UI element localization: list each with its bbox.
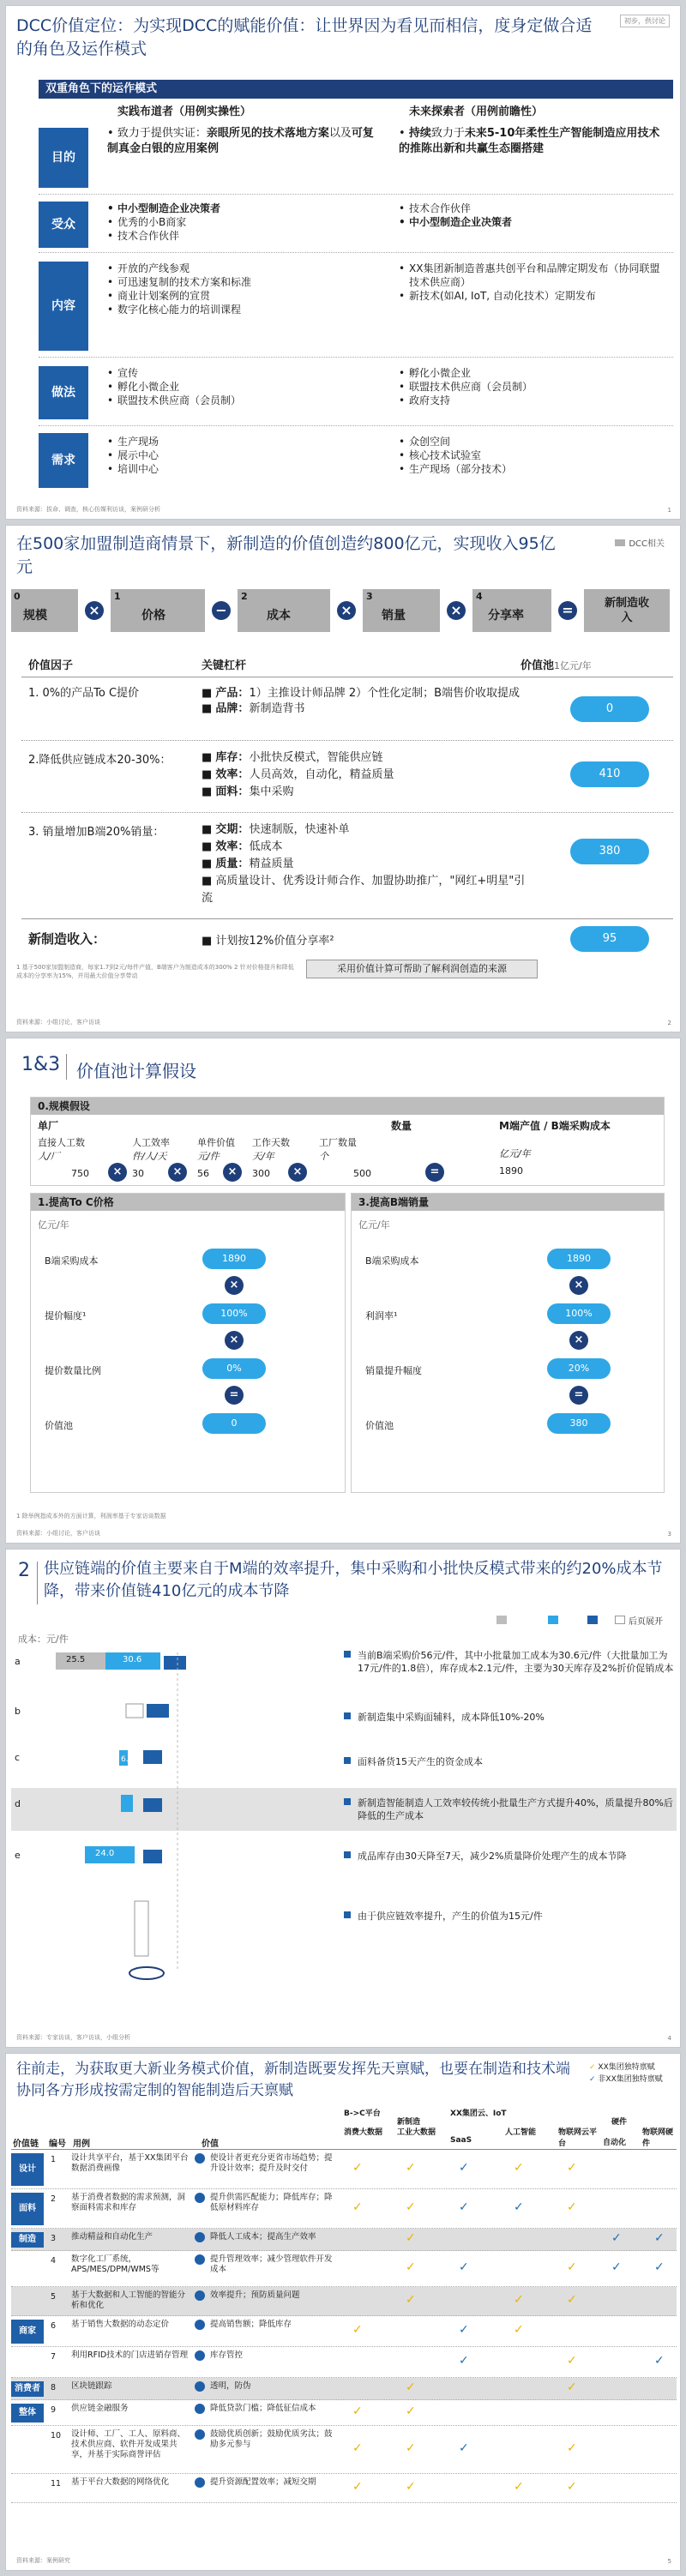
factor-row-revenue bbox=[21, 918, 673, 958]
use-case: 推动精益和自动化生产 bbox=[71, 2232, 153, 2242]
bar-f-outline bbox=[135, 1901, 148, 1956]
op-minus: − bbox=[212, 601, 231, 620]
op-equals: = bbox=[558, 601, 577, 620]
row-label: 价值池 bbox=[365, 1420, 394, 1431]
lever-list: ■ 交期：快速制版，快速补单 ■ 效率：低成本 ■ 质量：精益质量 ■ 高质量设计、优秀设计师合作、加盟协助推广，"网红+明星"引流 bbox=[202, 823, 526, 905]
unique-check-icon: ✓ bbox=[567, 2441, 577, 2455]
slide3-title: 价值池计算假设 bbox=[76, 1061, 196, 1081]
bar-c-dark bbox=[143, 1750, 162, 1764]
capability-table bbox=[11, 2107, 677, 2503]
price-section bbox=[30, 1193, 346, 1493]
row-label: 价值池 bbox=[45, 1420, 73, 1431]
slide4-num: 2 bbox=[18, 1560, 30, 1581]
unique-check-icon: ✓ bbox=[406, 2231, 416, 2245]
draft-badge: 初步，供讨论 bbox=[620, 15, 670, 27]
value-icon bbox=[195, 2153, 205, 2164]
row-label: 利润率¹ bbox=[365, 1310, 398, 1321]
factor-label: 3. 销量增加B端20%销量： bbox=[28, 826, 165, 839]
slide3-num: 1&3 bbox=[21, 1054, 61, 1075]
row-label: 销量提升幅度 bbox=[365, 1365, 422, 1376]
non-unique-check-icon: ✓ bbox=[459, 2354, 469, 2368]
op-multiply: × bbox=[85, 601, 104, 620]
non-unique-check-icon: ✓ bbox=[459, 2260, 469, 2274]
section-header: 1.提高To C价格 bbox=[31, 1194, 345, 1211]
value-bubble: 380 bbox=[547, 1413, 611, 1434]
col-practice-header: 实践布道者（用例实操性） bbox=[117, 105, 252, 118]
bar-value: 30.6 bbox=[123, 1655, 142, 1664]
operating-model-header: 双重角色下的运作模式 bbox=[39, 80, 673, 99]
content-left: • 开放的产线参观 • 可迅速复制的技术方案和标准 • 商业计划案例的宣贯 • 数字化核心能力的培训课程 bbox=[107, 262, 382, 316]
table-row bbox=[11, 2251, 677, 2287]
section-header: 3.提高B端销量 bbox=[352, 1194, 664, 1211]
slide-positioning bbox=[5, 5, 681, 520]
unique-check-icon: ✓ bbox=[406, 2161, 416, 2175]
value-text: 库存管控 bbox=[210, 2350, 244, 2360]
slide-value-creation bbox=[5, 525, 681, 1032]
legend-swatch bbox=[615, 539, 625, 546]
use-case: 基于销售大数据的动态定价 bbox=[71, 2320, 170, 2329]
driver-c: 面料备货15天产生的资金成本 bbox=[358, 1755, 675, 1768]
row-key: e bbox=[15, 1850, 21, 1861]
unique-check-icon: ✓ bbox=[406, 2441, 416, 2455]
use-case: 利用RFID技术的门店进销存管理 bbox=[71, 2350, 189, 2360]
slide2-title: 在500家加盟制造商情景下，新制造的价值创造约800亿元，实现收入95亿元 bbox=[16, 534, 556, 576]
factor-label: 2.降低供应链成本20-30%： bbox=[28, 754, 172, 767]
slide1-page: 1 bbox=[667, 507, 671, 514]
bar-value: 6.6 bbox=[121, 1755, 134, 1764]
factor-row-volume bbox=[21, 812, 673, 918]
lever-list: ■ 产品：1）主推设计师品牌 2）个性化定制；B端售价收取提成 ■ 品牌：新制造背书 bbox=[202, 687, 521, 715]
non-unique-check-icon: ✓ bbox=[611, 2260, 622, 2274]
row-number: 10 bbox=[51, 2431, 62, 2441]
value-bubble: 20% bbox=[547, 1358, 611, 1379]
slide5-source: 资料来源：案例研究 bbox=[16, 2557, 70, 2564]
op-multiply: × bbox=[569, 1276, 588, 1295]
formula-scale: 0 规模 bbox=[11, 589, 78, 632]
purpose-left: • 致力于提供实证：亲眼所见的技术落地方案以及可复制真金白银的应用案例 bbox=[107, 127, 374, 155]
unique-check-icon: ✓ bbox=[567, 2200, 577, 2214]
row-purpose bbox=[39, 121, 673, 195]
row-label: 提价数量比例 bbox=[45, 1365, 101, 1376]
scale-item: 人工效率 件/人/天 30 bbox=[132, 1137, 170, 1179]
row-key: c bbox=[15, 1752, 21, 1763]
bar-a-dark bbox=[164, 1656, 186, 1670]
factor-row-cost bbox=[21, 740, 673, 812]
value-bubble: 1890 bbox=[547, 1249, 611, 1269]
use-case: 区块链跟踪 bbox=[71, 2381, 112, 2391]
row-label: 内容 bbox=[39, 262, 88, 351]
row-number: 6 bbox=[51, 2321, 57, 2331]
driver-f: 由于供应链效率提升，产生的价值为15元/件 bbox=[358, 1910, 675, 1923]
use-case: 基于大数据和人工智能的智能分析和优化 bbox=[71, 2290, 186, 2310]
value-text: 提高销售额；降低库存 bbox=[210, 2320, 292, 2329]
non-unique-check-icon: ✓ bbox=[654, 2231, 665, 2245]
non-unique-check-icon: ✓ bbox=[459, 2441, 469, 2455]
value-icon bbox=[195, 2290, 205, 2301]
scale-item: 亿元/年 1890 bbox=[499, 1148, 531, 1177]
table-row bbox=[11, 2150, 677, 2189]
slide3-source: 资料来源：小组讨论，客户访谈 bbox=[16, 1530, 100, 1537]
bar-d-dark bbox=[143, 1798, 162, 1812]
unique-check-icon: ✓ bbox=[406, 2480, 416, 2494]
scale-item: 工厂数量 个 500 bbox=[319, 1137, 371, 1179]
unique-check-icon: ✓ bbox=[514, 2323, 524, 2337]
slide4-source: 资料来源：专家访谈，客户访谈，小组分析 bbox=[16, 2034, 130, 2041]
unique-check-icon: ✓ bbox=[406, 2200, 416, 2214]
needs-right: • 众创空间 • 核心技术试验室 • 生产现场（部分技术） bbox=[399, 435, 665, 476]
row-needs bbox=[39, 428, 673, 495]
lever-list: ■ 计划按12%价值分享率² bbox=[202, 935, 334, 948]
value-text: 透明，防伪 bbox=[210, 2381, 251, 2391]
row-approach bbox=[39, 359, 673, 426]
unique-check-icon: ✓ bbox=[352, 2200, 363, 2214]
row-key: b bbox=[15, 1706, 21, 1717]
domain-label: 设计 bbox=[11, 2153, 44, 2186]
op-multiply: × bbox=[168, 1163, 187, 1182]
non-unique-check-icon: ✓ bbox=[654, 2260, 665, 2274]
unique-check-icon: ✓ bbox=[352, 2404, 363, 2418]
table-row bbox=[11, 2378, 677, 2400]
non-unique-check-icon: ✓ bbox=[514, 2200, 524, 2214]
value-icon bbox=[195, 2350, 205, 2361]
footnote: 1 基于500家加盟制造商，每家1.7到2元/每件产值，B端客户为制造成本的300% 2 针对价格提升和降低成本的分享率为15%，并用最大价值分享带动 bbox=[16, 964, 294, 979]
unique-check-icon: ✓ bbox=[567, 2260, 577, 2274]
use-case: 数字化工厂系统，APS/MES/DPM/WMS等 bbox=[71, 2254, 159, 2274]
op-multiply: × bbox=[337, 601, 356, 620]
value-bubble: 95 bbox=[570, 926, 649, 952]
value-bubble: 1890 bbox=[202, 1249, 266, 1269]
audience-left: • 中小型制造企业决策者 • 优秀的小B商家 • 技术合作伙伴 bbox=[107, 202, 382, 243]
value-bubble: 410 bbox=[570, 761, 649, 787]
domain-label: 制造 bbox=[11, 2232, 44, 2248]
audience-right: • 技术合作伙伴 • 中小型制造企业决策者 bbox=[399, 202, 665, 229]
slide4-title: 供应链端的价值主要来自于M端的效率提升，集中采购和小批快反模式带来的约20%成本节降，带来价值链410亿元的成本节降 bbox=[44, 1560, 663, 1600]
driver-d: 新制造智能制造人工效率较传统小批量生产方式提升40%，质量提升80%后降低的生产成本 bbox=[358, 1797, 675, 1822]
bar-b-dark bbox=[147, 1704, 169, 1718]
unique-check-icon: ✓ bbox=[406, 2404, 416, 2418]
row-number: 4 bbox=[51, 2256, 57, 2266]
h-lever: 关键杠杆 bbox=[202, 659, 247, 672]
value-text: 使设计者更充分更省市场趋势；提升设计效率；提升及时交付 bbox=[210, 2153, 333, 2173]
value-bubble: 100% bbox=[202, 1303, 266, 1324]
table-header: 价值链 编号 用例 价值 B->C平台 消费大数据 新制造 工业大数据 XX集团云、IoT SaaS 人工智能 物联网云平台 硬件 自动化 物联网硬件 bbox=[11, 2107, 677, 2150]
unique-check-icon: ✓ bbox=[567, 2161, 577, 2175]
value-icon bbox=[195, 2254, 205, 2265]
row-number: 7 bbox=[51, 2352, 57, 2362]
table-row bbox=[11, 2316, 677, 2347]
section-header: 0.规模假设 bbox=[31, 1098, 664, 1115]
content-right: • XX集团新制造普惠共创平台和品牌定期发布（协同联盟技术供应商） • 新技术(如AI, IoT, 自动化技术）定期发布 bbox=[399, 262, 665, 303]
unique-check-icon: ✓ bbox=[352, 2441, 363, 2455]
use-case: 设计共享平台，基于XX集团平台数据消费画像 bbox=[71, 2153, 189, 2173]
row-key: a bbox=[15, 1656, 21, 1667]
formula-price: 1 价格 bbox=[111, 589, 205, 632]
col-label: 单厂 bbox=[38, 1120, 59, 1132]
use-case: 供应链金融服务 bbox=[71, 2404, 129, 2413]
factor-label: 1. 0%的产品To C提价 bbox=[28, 687, 140, 700]
non-unique-check-icon: ✓ bbox=[459, 2161, 469, 2175]
legend-dark-blue bbox=[587, 1616, 598, 1624]
op-multiply: × bbox=[225, 1331, 244, 1350]
value-text: 提升管理效率；减少管理软件开发成本 bbox=[210, 2254, 333, 2274]
slide5-title: 往前走，为获取更大新业务模式价值，新制造既要发挥先天禀赋，也要在制造和技术端协同各方形成按需定制的智能制造后天禀赋 bbox=[16, 2061, 570, 2099]
formula-row bbox=[11, 586, 677, 637]
dcc-legend: DCC相关 bbox=[615, 536, 665, 549]
formula-volume: 3 销量 bbox=[363, 589, 440, 632]
non-unique-check-icon: ✓ bbox=[459, 2200, 469, 2214]
legend-light-blue bbox=[548, 1616, 558, 1624]
h-pool: 价值池1亿元/年 bbox=[521, 659, 592, 672]
driver-a: 当前B端采购价56元/件，其中小批量加工成本为30.6元/件（大批量加工为17元/件的1.8倍），库存成本2.1元/件，主要为30天库存及2%折价促销成本 bbox=[358, 1649, 675, 1675]
unique-check-icon: ✓ bbox=[406, 2380, 416, 2394]
needs-left: • 生产现场 • 展示中心 • 培训中心 bbox=[107, 435, 382, 476]
op-multiply: × bbox=[223, 1163, 242, 1182]
unit-label: 成本：元/件 bbox=[18, 1634, 69, 1645]
formula-revenue: 新制造收入 bbox=[584, 589, 670, 632]
non-unique-check-icon: ✓ bbox=[654, 2354, 665, 2368]
scale-item: 单件价值 元/件 56 bbox=[197, 1137, 235, 1179]
slide5-page: 5 bbox=[667, 2558, 671, 2565]
slide-capabilities bbox=[5, 2053, 681, 2571]
value-bubble: 380 bbox=[570, 839, 649, 864]
row-number: 3 bbox=[51, 2234, 57, 2243]
unique-check-icon: ✓ bbox=[567, 2480, 577, 2494]
slide1-title: DCC价值定位：为实现DCC的赋能价值：让世界因为看见而相信，度身定做合适的角色及运作模式 bbox=[16, 16, 593, 58]
table-row bbox=[11, 2287, 677, 2316]
scale-section bbox=[30, 1097, 665, 1186]
value-bubble: 0% bbox=[202, 1358, 266, 1379]
lever-list: ■ 库存：小批快反模式，智能供应链 ■ 效率：人员高效，自动化，精益质量 ■ 面料：集中采购 bbox=[202, 751, 394, 798]
driver-e: 成品库存由30天降至7天，减少2%质量降价处理产生的成本节降 bbox=[358, 1850, 675, 1863]
col-explorer-header: 未来探索者（用例前瞻性） bbox=[409, 105, 544, 118]
row-number: 1 bbox=[51, 2155, 57, 2164]
row-content bbox=[39, 255, 673, 358]
factor-label: 新制造收入： bbox=[28, 931, 106, 947]
slide3-page: 3 bbox=[667, 1531, 671, 1538]
use-case: 设计师、工厂、工人、原料商、技术供应商、软件开发成果共享，并基于实际商誉评估 bbox=[71, 2429, 186, 2459]
unique-check-icon: ✓ bbox=[567, 2354, 577, 2368]
unique-check-icon: ✓ bbox=[567, 2293, 577, 2307]
row-number: 9 bbox=[51, 2405, 57, 2415]
domain-label: 商家 bbox=[11, 2320, 44, 2344]
domain-label: 面料 bbox=[11, 2193, 44, 2225]
slide4-page: 4 bbox=[667, 2035, 671, 2042]
driver-b: 新制造集中采购面辅料，成本降低10%-20% bbox=[358, 1711, 675, 1724]
slide4-divider bbox=[37, 1562, 38, 1604]
value-icon bbox=[195, 2193, 205, 2203]
op-multiply: × bbox=[569, 1331, 588, 1350]
unique-check-icon: ✓ bbox=[352, 2323, 363, 2337]
value-text: 效率提升；预防质量问题 bbox=[210, 2290, 300, 2300]
op-equals: = bbox=[425, 1163, 444, 1182]
table-row bbox=[11, 2189, 677, 2229]
value-bubble: 0 bbox=[202, 1413, 266, 1434]
value-text: 降低人工成本；提高生产效率 bbox=[210, 2232, 316, 2242]
factor-row-price bbox=[21, 677, 673, 740]
op-multiply: × bbox=[288, 1163, 307, 1182]
row-label: 需求 bbox=[39, 433, 88, 488]
footnote: 1 除举例指成本外的方面计算，利润率基于专家访谈数据 bbox=[16, 1513, 166, 1520]
value-text: 鼓励优质创新；鼓励优质劣汰；鼓励多元参与 bbox=[210, 2429, 333, 2449]
bar-e-dark bbox=[143, 1850, 162, 1863]
cost-waterfall bbox=[6, 1644, 681, 2004]
value-bubble: 100% bbox=[547, 1303, 611, 1324]
col-label: 数量 bbox=[391, 1120, 412, 1132]
non-unique-check-icon: ✓ bbox=[459, 2323, 469, 2337]
use-case: 基于消费者数据的需求预测，洞察面料需求和库存 bbox=[71, 2193, 186, 2212]
unit-label: 亿元/年 bbox=[38, 1219, 69, 1231]
value-text: 提升资源配置效率；减短交期 bbox=[210, 2477, 316, 2487]
row-number: 5 bbox=[51, 2292, 57, 2302]
bar-value: 25.5 bbox=[66, 1655, 86, 1664]
value-icon bbox=[195, 2429, 205, 2440]
op-equals: = bbox=[569, 1386, 588, 1405]
bar-value: 24.0 bbox=[95, 1849, 115, 1858]
row-label: 受众 bbox=[39, 202, 88, 248]
row-number: 8 bbox=[51, 2383, 57, 2392]
unique-check-icon: ✓ bbox=[514, 2161, 524, 2175]
value-icon bbox=[195, 2381, 205, 2392]
scale-item: 工作天数 天/年 300 bbox=[252, 1137, 290, 1179]
use-case: 基于平台大数据的网络优化 bbox=[71, 2477, 170, 2487]
slide2-page: 2 bbox=[667, 1020, 671, 1026]
value-text: 提升供需匹配能力；降低库存；降低原材料库存 bbox=[210, 2193, 333, 2212]
value-icon bbox=[195, 2232, 205, 2242]
oval-marker bbox=[129, 1967, 164, 1979]
unique-check-icon: ✓ bbox=[406, 2293, 416, 2307]
slide2-source: 资料来源：小组讨论，客户访谈 bbox=[16, 1019, 100, 1026]
unique-check-icon: ✓ bbox=[514, 2293, 524, 2307]
purpose-right: • 持续致力于未来5-10年柔性生产智能制造应用技术的推陈出新和共赢生态圈搭建 bbox=[399, 127, 660, 155]
formula-share-rate: 4 分享率 bbox=[472, 589, 551, 632]
unique-check-icon: ✓ bbox=[352, 2480, 363, 2494]
callout-box: 采用价值计算可帮助了解利润创造的来源 bbox=[306, 960, 538, 978]
slide1-source: 资料来源：拔命、调查，核心仿媒利访谈，案例研分析 bbox=[16, 506, 160, 513]
row-label: 目的 bbox=[39, 128, 88, 188]
row-label: 提价幅度¹ bbox=[45, 1310, 87, 1321]
row-label: B端采购成本 bbox=[45, 1255, 99, 1267]
value-bubble: 0 bbox=[570, 696, 649, 722]
op-multiply: × bbox=[447, 601, 466, 620]
formula-cost: 2 成本 bbox=[238, 589, 330, 632]
row-number: 11 bbox=[51, 2479, 62, 2489]
value-icon bbox=[195, 2404, 205, 2414]
unique-check-icon: ✓ bbox=[352, 2161, 363, 2175]
slide-supply-chain bbox=[5, 1549, 681, 2048]
domain-label: 消费者 bbox=[11, 2381, 44, 2397]
unit-label: 亿元/年 bbox=[358, 1219, 390, 1231]
bar-b-outline bbox=[126, 1704, 143, 1718]
unique-check-icon: ✓ bbox=[514, 2480, 524, 2494]
op-multiply: × bbox=[108, 1163, 127, 1182]
col-label: M端产值 / B端采购成本 bbox=[499, 1120, 611, 1132]
row-number: 2 bbox=[51, 2194, 57, 2204]
row-key: d bbox=[15, 1798, 21, 1809]
volume-section bbox=[351, 1193, 665, 1493]
value-icon bbox=[195, 2477, 205, 2488]
unique-check-icon: ✓ bbox=[567, 2380, 577, 2394]
legend-outline bbox=[615, 1616, 625, 1624]
table-row bbox=[11, 2400, 677, 2426]
unique-check-icon: ✓ bbox=[406, 2260, 416, 2274]
legend-unique: ✓ XX集团独特禀赋 bbox=[589, 2063, 655, 2072]
legend-non-unique: ✓ 非XX集团独特禀赋 bbox=[589, 2075, 663, 2084]
table-row bbox=[11, 2474, 677, 2503]
legend-row: 后页展开 bbox=[486, 1613, 675, 1627]
table-row bbox=[11, 2426, 677, 2474]
legend-gray bbox=[496, 1616, 507, 1624]
row-label: B端采购成本 bbox=[365, 1255, 419, 1267]
table-row bbox=[11, 2229, 677, 2251]
row-audience bbox=[39, 196, 673, 253]
table-body bbox=[11, 2150, 677, 2503]
domain-label: 整体 bbox=[11, 2404, 44, 2423]
table-row bbox=[11, 2347, 677, 2378]
approach-right: • 孵化小微企业 • 联盟技术供应商（会员制） • 政府支持 bbox=[399, 366, 665, 407]
h-factor: 价值因子 bbox=[28, 659, 74, 672]
value-icon bbox=[195, 2320, 205, 2330]
slide3-divider bbox=[66, 1054, 67, 1080]
approach-left: • 宣传 • 孵化小微企业 • 联盟技术供应商（会员制） bbox=[107, 366, 382, 407]
row-label: 做法 bbox=[39, 366, 88, 419]
non-unique-check-icon: ✓ bbox=[611, 2231, 622, 2245]
value-text: 降低贷款门槛；降低征信成本 bbox=[210, 2404, 316, 2413]
bar-d-blue bbox=[121, 1795, 133, 1812]
scale-item: 直接人工数 人/厂 750 bbox=[38, 1137, 89, 1179]
slide-value-pool-assumptions bbox=[5, 1038, 681, 1544]
op-multiply: × bbox=[225, 1276, 244, 1295]
op-equals: = bbox=[225, 1386, 244, 1405]
